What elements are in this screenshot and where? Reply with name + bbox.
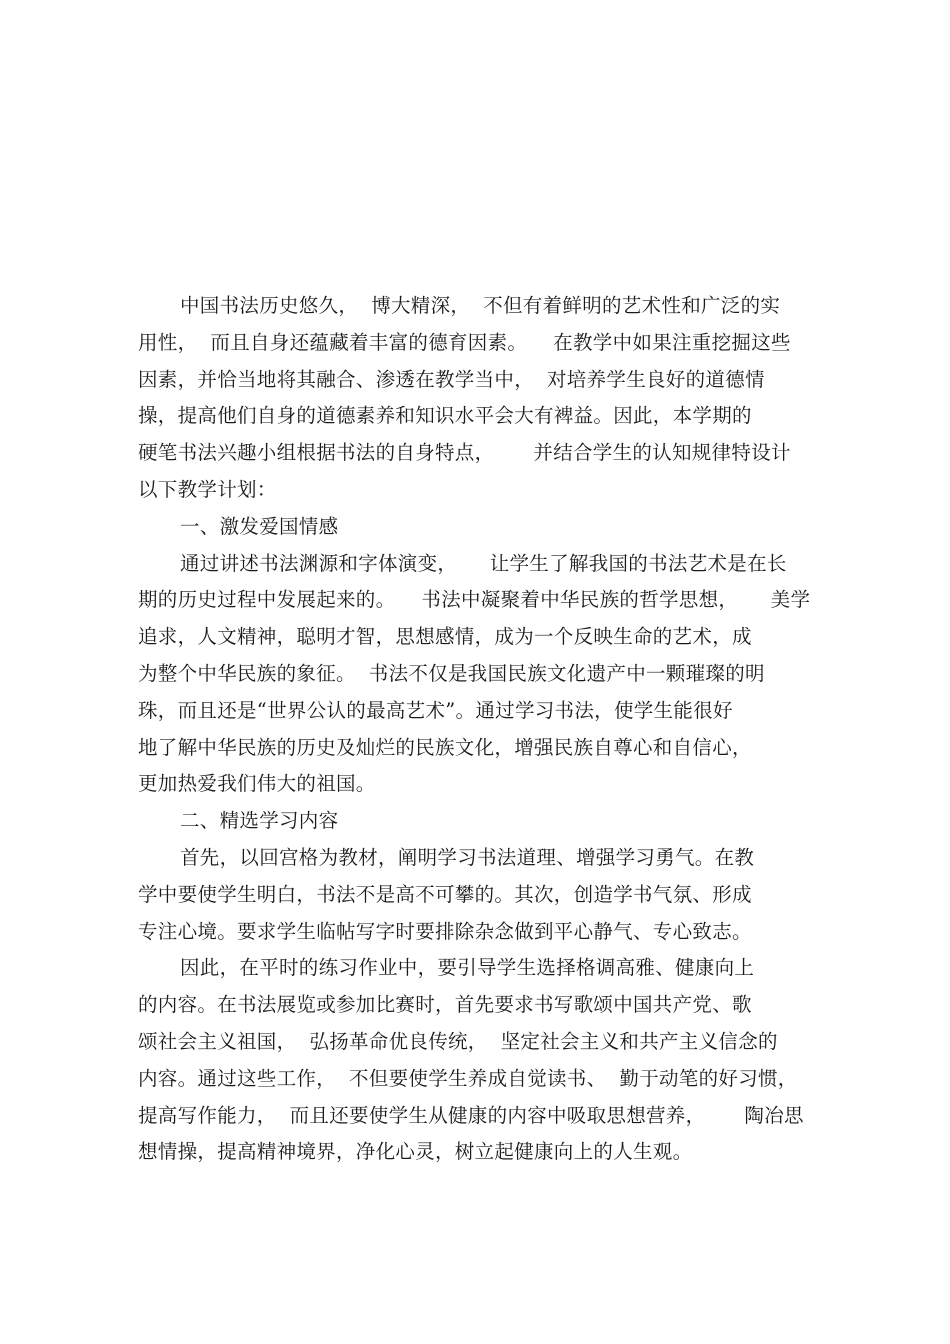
paragraph-line: 专注心境。要求学生临帖写字时要排除杂念做到平心静气、专心致志。	[138, 919, 752, 943]
paragraph-line: 颂社会主义祖国， 弘扬革命优良传统， 坚定社会主义和共产主义信念的	[138, 1029, 778, 1053]
paragraph-line: 期的历史过程中发展起来的。 书法中凝聚着中华民族的哲学思想， 美学	[138, 588, 811, 612]
paragraph-line: 首先，以回宫格为教材，阐明学习书法道理、增强学习勇气。在教	[180, 845, 755, 869]
paragraph-line: 想情操，提高精神境界，净化心灵，树立起健康向上的人生观。	[138, 1140, 693, 1164]
paragraph-line: 因此，在平时的练习作业中，要引导学生选择格调高雅、健康向上	[180, 956, 755, 980]
section-heading: 二、精选学习内容	[180, 809, 339, 833]
paragraph-line: 更加热爱我们伟大的祖国。	[138, 772, 376, 796]
paragraph-line: 中国书法历史悠久， 博大精深， 不但有着鲜明的艺术性和广泛的实	[180, 294, 781, 317]
paragraph-line: 学中要使学生明白，书法不是高不可攀的。其次，创造学书气氛、形成	[138, 882, 752, 906]
paragraph-line: 追求，人文精神，聪明才智，思想感情，成为一个反映生命的艺术，成	[138, 625, 752, 649]
body-text	[138, 288, 818, 1171]
paragraph-line: 操，提高他们自身的道德素养和知识水平会大有裨益。因此，本学期的	[138, 404, 752, 428]
paragraph-line: 通过讲述书法渊源和字体演变， 让学生了解我国的书法艺术是在长	[180, 551, 787, 575]
paragraph-line: 为整个中华民族的象征。 书法不仅是我国民族文化遗产中一颗璀璨的明	[138, 661, 765, 685]
paragraph-line: 提高写作能力， 而且还要使学生从健康的内容中吸取思想营养， 陶冶思	[138, 1103, 804, 1127]
paragraph-line: 地了解中华民族的历史及灿烂的民族文化，增强民族自尊心和自信心，	[138, 735, 752, 759]
section-heading: 一、激发爱国情感	[180, 514, 339, 538]
paragraph-line: 珠，而且还是“世界公认的最高艺术”。通过学习书法，使学生能很好	[138, 698, 733, 722]
paragraph-line: 因素，并恰当地将其融合、渗透在教学当中， 对培养学生良好的道德情	[138, 367, 765, 391]
paragraph-line: 以下教学计划：	[138, 477, 277, 501]
paragraph-line: 的内容。在书法展览或参加比赛时，首先要求书写歌颂中国共产党、歌	[138, 993, 752, 1017]
paragraph-line: 用性， 而且自身还蕴藏着丰富的德育因素。 在教学中如果注重挖掘这些	[138, 330, 791, 354]
paragraph-line: 内容。通过这些工作， 不但要使学生养成自觉读书、 勤于动笔的好习惯，	[138, 1066, 798, 1090]
paragraph-line: 硬笔书法兴趣小组根据书法的自身特点， 并结合学生的认知规律特设计	[138, 441, 791, 465]
